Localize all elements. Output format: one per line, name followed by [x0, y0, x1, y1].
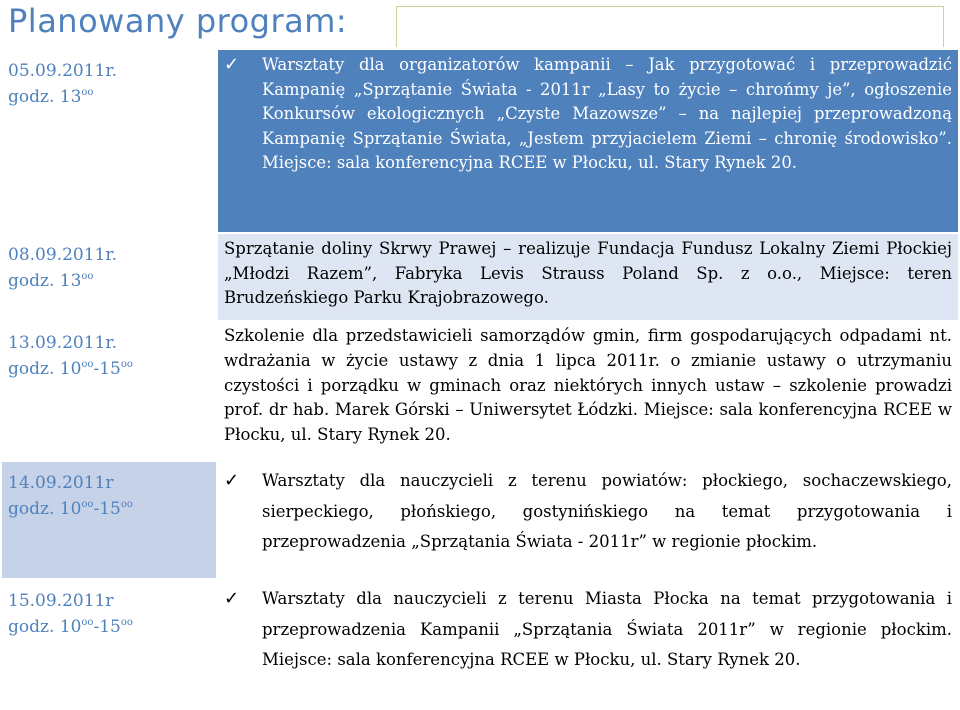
checkmark-icon: ✓	[224, 470, 240, 491]
event-date: 14.09.2011r	[8, 473, 114, 493]
title-frame	[396, 6, 944, 47]
event-description: Warsztaty dla organizatorów kampanii – Jak przygotować i przeprowadzić Kampanię „Sprzątanie Świata - 2011r „Lasy to życie – chrońmy je”, ogłoszenie Konkursów ekologicznych „Czyste Mazowsze” – na najlepiej przeprowadzoną Kampanię Sprzątanie Świata, „Jestem przyjacielem Ziemi – chronię środowisko”. Miejsce: sala konferencyjna RCEE w Płocku, ul. Stary Rynek 20.	[262, 55, 952, 173]
program-table	[0, 48, 960, 704]
event-description: Szkolenie dla przedstawicieli samorządów gmin, firm gospodarujących odpadami nt. wdrażania w życie ustawy z dnia 1 lipca 2011r. o zmianie ustawy o utrzymaniu czystości i porządku w gminach oraz niektórych innych ustaw – szkolenie prowadzi prof. dr hab. Marek Górski – Uniwersytet Łódzki. Miejsce: sala konferencyjna RCEE w Płocku, ul. Stary Rynek 20.	[224, 326, 952, 445]
date-cell	[1, 461, 217, 579]
description-cell	[217, 233, 959, 321]
date-cell	[1, 49, 217, 233]
program-row	[1, 233, 959, 321]
event-date: 05.09.2011r.	[8, 61, 117, 81]
program-row	[1, 49, 959, 233]
date-cell	[1, 233, 217, 321]
event-time: godz. $13^{oo}$	[8, 87, 94, 107]
event-description: Sprzątanie doliny Skrwy Prawej – realizuje Fundacja Fundusz Lokalny Ziemi Płockiej „Młodzi Razem”, Fabryka Levis Strauss Poland Sp. z o.o., Miejsce: teren Brudzeńskiego Parku Krajobrazowego.	[224, 239, 952, 308]
checkmark-icon: ✓	[224, 588, 240, 609]
description-cell	[217, 461, 959, 579]
checkmark-icon: ✓	[224, 54, 240, 75]
page-title: Planowany program:	[8, 2, 348, 40]
description-cell	[217, 49, 959, 233]
program-row	[1, 579, 959, 703]
description-cell	[217, 321, 959, 461]
program-row	[1, 461, 959, 579]
event-description: Warsztaty dla nauczycieli z terenu powiatów: płockiego, sochaczewskiego, sierpeckiego, płońskiego, gostynińskiego na temat przygotowania i przeprowadzenia „Sprzątania Świata - 2011r” w regionie płockim.	[262, 471, 952, 551]
event-date: 15.09.2011r	[8, 591, 114, 611]
program-row	[1, 321, 959, 461]
event-time: godz. $10^{oo}-15^{oo}$	[8, 359, 133, 379]
event-date: 13.09.2011r.	[8, 333, 117, 353]
event-time: godz. $10^{oo}-15^{oo}$	[8, 617, 133, 637]
event-date: 08.09.2011r.	[8, 245, 117, 265]
description-cell	[217, 579, 959, 703]
event-time: godz. $13^{oo}$	[8, 271, 94, 291]
date-cell	[1, 321, 217, 461]
date-cell	[1, 579, 217, 703]
event-description: Warsztaty dla nauczycieli z terenu Miasta Płocka na temat przygotowania i przeprowadzenia Kampanii „Sprzątania Świata 2011r” w regionie płockim. Miejsce: sala konferencyjna RCEE w Płocku, ul. Stary Rynek 20.	[262, 589, 952, 669]
event-time: godz. $10^{oo}-15^{oo}$	[8, 499, 133, 519]
